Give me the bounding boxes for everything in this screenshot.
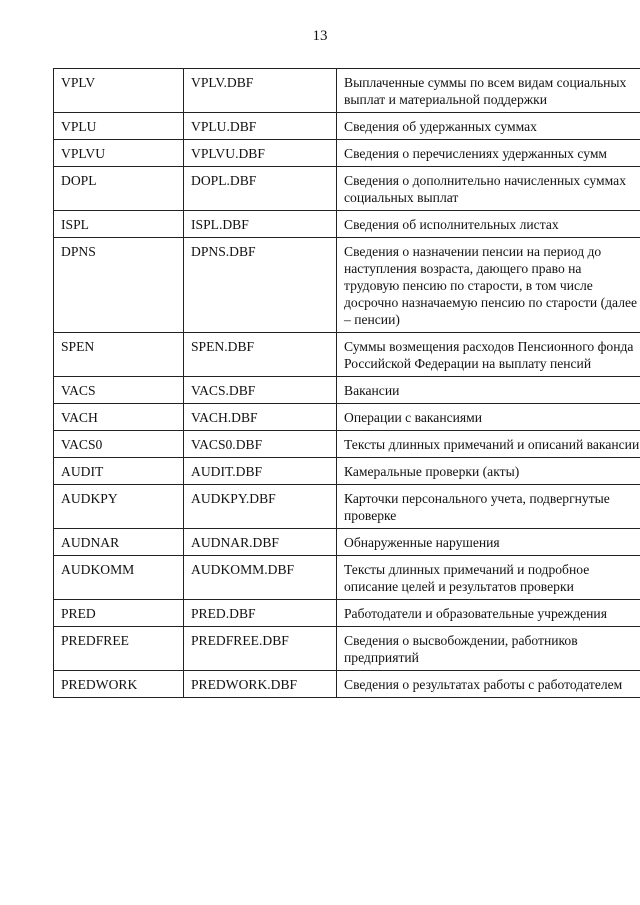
table-row <box>54 333 640 377</box>
table-code-cell: PRED <box>54 600 184 627</box>
table-code-cell: AUDIT <box>54 458 184 485</box>
table-file-cell: DOPL.DBF <box>184 167 337 211</box>
table-row <box>54 211 640 238</box>
table-code-cell: VPLU <box>54 113 184 140</box>
table-row <box>54 556 640 600</box>
table-description-cell: Работодатели и образовательные учреждения <box>337 600 640 627</box>
table-description-cell: Тексты длинных примечаний и подробное описание целей и результатов проверки <box>337 556 640 600</box>
dbf-files-table <box>53 68 640 698</box>
table-file-cell: AUDKOMM.DBF <box>184 556 337 600</box>
table-file-cell: AUDKPY.DBF <box>184 485 337 529</box>
table-description-cell: Сведения о назначении пенсии на период до наступления возраста, дающего право на трудовую пенсию по старости, в том числе досрочно назначаемую пенсию по старости (далее – пенсии) <box>337 238 640 333</box>
table-code-cell: ISPL <box>54 211 184 238</box>
table-file-cell: PRED.DBF <box>184 600 337 627</box>
table-code-cell: DOPL <box>54 167 184 211</box>
table-code-cell: VACH <box>54 404 184 431</box>
table-body <box>54 69 640 698</box>
table-row <box>54 600 640 627</box>
table-file-cell: VPLV.DBF <box>184 69 337 113</box>
table-code-cell: VPLV <box>54 69 184 113</box>
table-row <box>54 458 640 485</box>
table-code-cell: DPNS <box>54 238 184 333</box>
table-file-cell: VACS.DBF <box>184 377 337 404</box>
table-row <box>54 167 640 211</box>
table-code-cell: AUDKPY <box>54 485 184 529</box>
table-description-cell: Сведения о дополнительно начисленных суммах социальных выплат <box>337 167 640 211</box>
table-row <box>54 113 640 140</box>
table-description-cell: Камеральные проверки (акты) <box>337 458 640 485</box>
table-description-cell: Операции с вакансиями <box>337 404 640 431</box>
table-row <box>54 485 640 529</box>
table-description-cell: Вакансии <box>337 377 640 404</box>
table-description-cell: Выплаченные суммы по всем видам социальных выплат и материальной поддержки <box>337 69 640 113</box>
table-file-cell: SPEN.DBF <box>184 333 337 377</box>
table-description-cell: Тексты длинных примечаний и описаний вакансии <box>337 431 640 458</box>
table-description-cell: Сведения о перечислениях удержанных сумм <box>337 140 640 167</box>
table-code-cell: PREDFREE <box>54 627 184 671</box>
table-code-cell: AUDNAR <box>54 529 184 556</box>
table-row <box>54 431 640 458</box>
table-row <box>54 529 640 556</box>
table-row <box>54 238 640 333</box>
table-file-cell: PREDWORK.DBF <box>184 671 337 698</box>
table-file-cell: VACS0.DBF <box>184 431 337 458</box>
table-file-cell: PREDFREE.DBF <box>184 627 337 671</box>
table-description-cell: Карточки персонального учета, подвергнутые проверке <box>337 485 640 529</box>
table-code-cell: SPEN <box>54 333 184 377</box>
table-file-cell: VPLU.DBF <box>184 113 337 140</box>
table-code-cell: VACS <box>54 377 184 404</box>
table-row <box>54 69 640 113</box>
table-description-cell: Сведения о высвобождении, работников предприятий <box>337 627 640 671</box>
table-file-cell: AUDIT.DBF <box>184 458 337 485</box>
table-description-cell: Суммы возмещения расходов Пенсионного фонда Российской Федерации на выплату пенсий <box>337 333 640 377</box>
table-description-cell: Сведения о результатах работы с работодателем <box>337 671 640 698</box>
table-description-cell: Обнаруженные нарушения <box>337 529 640 556</box>
table-file-cell: ISPL.DBF <box>184 211 337 238</box>
table-row <box>54 404 640 431</box>
table-code-cell: VACS0 <box>54 431 184 458</box>
table-code-cell: AUDKOMM <box>54 556 184 600</box>
page-number: 13 <box>312 28 328 44</box>
table-row <box>54 140 640 167</box>
table-row <box>54 377 640 404</box>
table-row <box>54 671 640 698</box>
table-description-cell: Сведения об удержанных суммах <box>337 113 640 140</box>
table-file-cell: VACH.DBF <box>184 404 337 431</box>
table-description-cell: Сведения об исполнительных листах <box>337 211 640 238</box>
table-code-cell: VPLVU <box>54 140 184 167</box>
table-code-cell: PREDWORK <box>54 671 184 698</box>
table-file-cell: VPLVU.DBF <box>184 140 337 167</box>
table-row <box>54 627 640 671</box>
table-file-cell: AUDNAR.DBF <box>184 529 337 556</box>
table-file-cell: DPNS.DBF <box>184 238 337 333</box>
